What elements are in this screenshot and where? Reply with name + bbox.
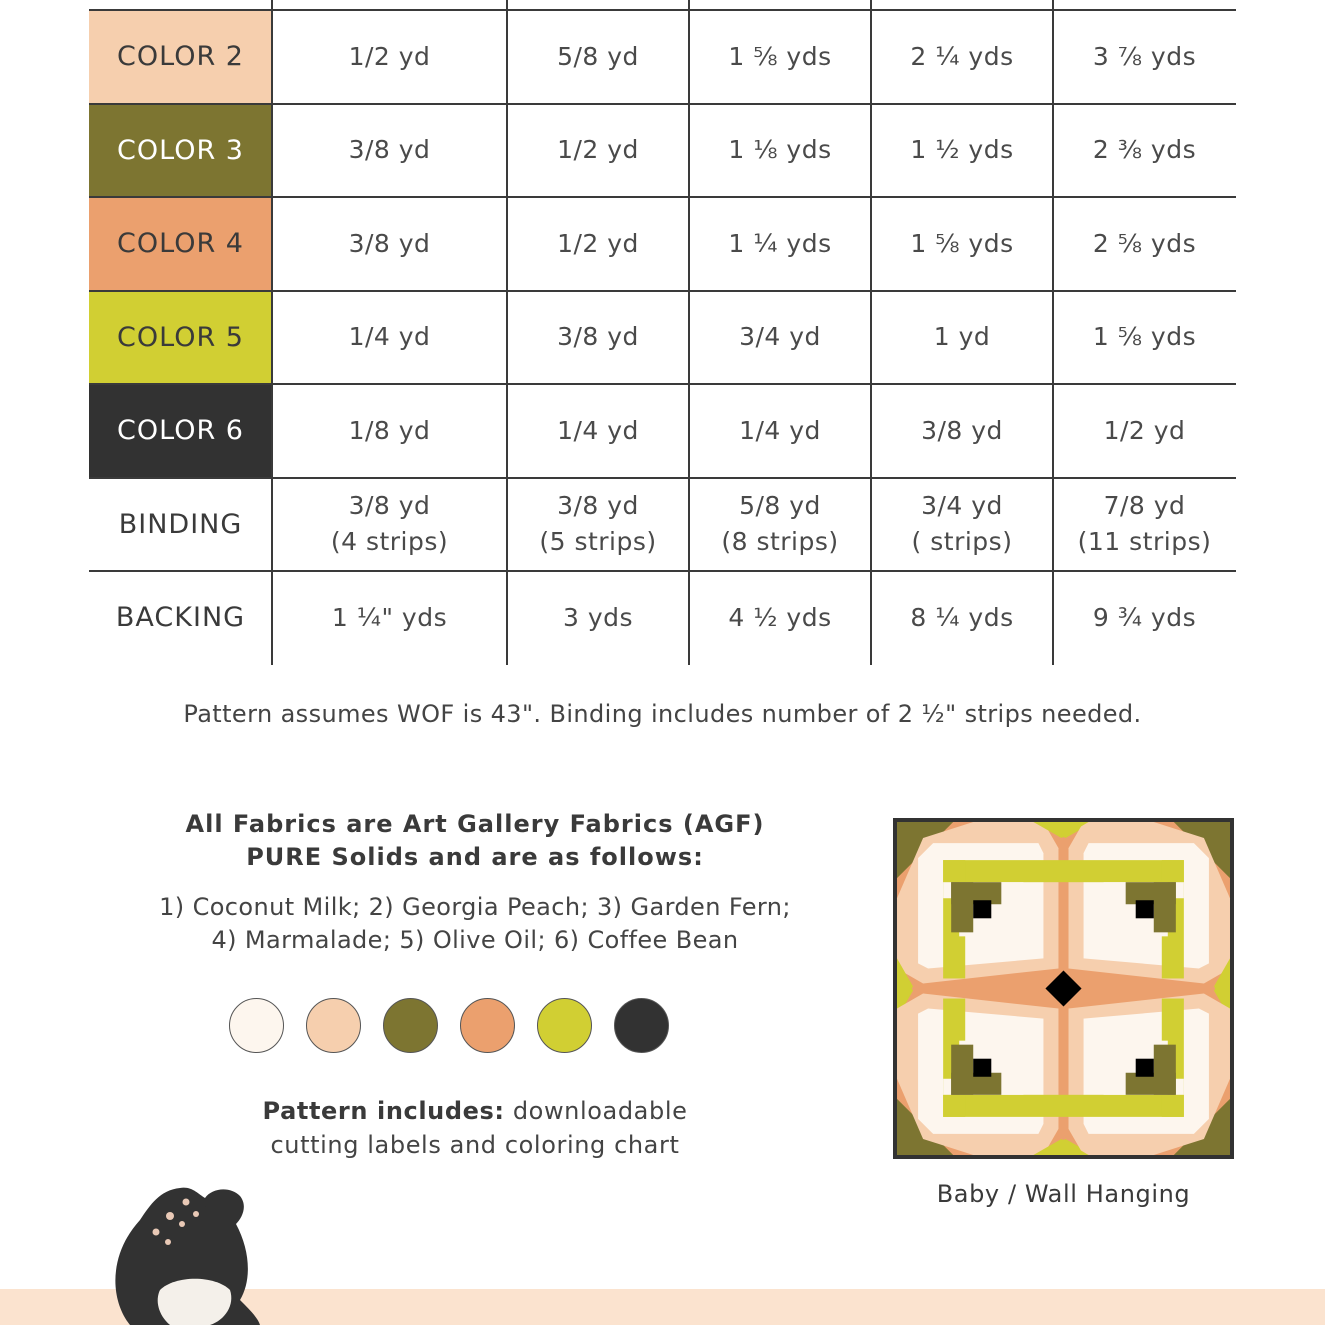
row-label: COLOR 3: [89, 104, 272, 198]
table-cell: [871, 10, 1053, 104]
cell-line: 1 ⅛ yds: [728, 135, 832, 165]
cell-line: 5/8 yd: [557, 41, 639, 71]
row-label: COLOR 2: [89, 10, 272, 104]
table-cell: [507, 197, 689, 291]
cell-line: 4 ½ yds: [728, 602, 832, 632]
table-cell: [507, 10, 689, 104]
cell-line: 2 ¼ yds: [910, 41, 1014, 71]
color-swatch: [537, 998, 592, 1053]
table-cell: [272, 291, 507, 385]
color-swatches: [229, 998, 669, 1053]
fabric-heading-line-1: All Fabrics are Art Gallery Fabrics (AGF): [185, 810, 765, 838]
cell-line: 1 ⅝ yds: [1092, 322, 1197, 352]
cell-line: 1/2 yd: [348, 41, 431, 71]
cell-line: 2 ⅜ yds: [1092, 135, 1197, 165]
cell-line: 7/8 yd: [1103, 491, 1186, 520]
cell-line: ( strips): [911, 527, 1013, 557]
cell-line: (8 strips): [721, 527, 839, 557]
includes-bold: Pattern includes:: [262, 1097, 505, 1125]
table-cell: [689, 104, 871, 198]
table-cell: [689, 10, 871, 104]
table-cell: [689, 478, 871, 572]
fabric-list-line-1: 1) Coconut Milk; 2) Georgia Peach; 3) Garden Fern;: [159, 893, 791, 921]
table-column-rule: [688, 0, 690, 665]
includes-line-2: cutting labels and coloring chart: [270, 1131, 680, 1159]
includes-line-1: [130, 1094, 820, 1128]
cell-line: 1/4 yd: [739, 415, 821, 445]
color-swatch: [614, 998, 669, 1053]
fabric-heading-line-2: PURE Solids and are as follows:: [246, 843, 704, 871]
cell-line: 1 ½ yds: [910, 135, 1014, 165]
table-cell: [1053, 197, 1236, 291]
cell-line: 3/8 yd: [348, 135, 431, 165]
fabric-list: [130, 891, 820, 957]
cell-line: 3/4 yd: [739, 322, 821, 352]
cell-line: 1/2 yd: [1103, 415, 1186, 445]
cell-line: 1/2 yd: [557, 135, 639, 165]
table-cell: [507, 291, 689, 385]
cell-line: 3 yds: [562, 602, 634, 632]
table-cell: [1053, 571, 1236, 665]
table-cell: [507, 478, 689, 572]
cell-line: 9 ¾ yds: [1092, 602, 1197, 632]
cell-line: 1 yd: [933, 322, 991, 352]
color-swatch: [383, 998, 438, 1053]
cell-line: 3/8 yd: [557, 322, 639, 352]
table-cell: [689, 197, 871, 291]
table-column-rule: [1052, 0, 1054, 665]
table-rule: [89, 570, 1236, 572]
cell-line: (11 strips): [1077, 527, 1212, 557]
table-rule: [89, 196, 1236, 198]
cell-line: 3/4 yd: [921, 491, 1003, 520]
table-cell: [1053, 478, 1236, 572]
table-cell: [1053, 104, 1236, 198]
table-cell: [507, 571, 689, 665]
cell-line: (4 strips): [330, 527, 449, 557]
cell-line: 3/8 yd: [557, 491, 639, 520]
cell-line: (5 strips): [539, 527, 657, 557]
table-rule: [89, 103, 1236, 105]
table-cell: [272, 571, 507, 665]
table-cell: [1053, 384, 1236, 478]
table-rule: [89, 477, 1236, 479]
table-cell: [871, 571, 1053, 665]
table-cell: [689, 384, 871, 478]
cell-line: 3/8 yd: [921, 415, 1003, 445]
cell-line: 1 ¼" yds: [331, 602, 448, 632]
cell-line: 1 ⅝ yds: [728, 41, 832, 71]
table-rule: [89, 9, 1236, 11]
table-column-rule: [870, 0, 872, 665]
row-label: COLOR 4: [89, 197, 272, 291]
cell-line: 1/4 yd: [348, 322, 431, 352]
cell-line: 1/4 yd: [557, 415, 639, 445]
row-label: COLOR 5: [89, 291, 272, 385]
cell-line: 3 ⅞ yds: [1092, 41, 1197, 71]
table-cell: [507, 104, 689, 198]
table-cell: [689, 571, 871, 665]
quilt-caption: Baby / Wall Hanging: [936, 1180, 1191, 1208]
table-column-rule: [271, 0, 273, 665]
table-rule: [89, 290, 1236, 292]
cell-line: 3/8 yd: [348, 228, 431, 258]
color-swatch: [229, 998, 284, 1053]
table-cell: [272, 104, 507, 198]
table-column-rule: [506, 0, 508, 665]
row-label: BACKING: [89, 571, 272, 665]
table-cell: [871, 104, 1053, 198]
table-cell: [272, 478, 507, 572]
quilt-image: [893, 818, 1234, 1159]
frog-illustration: [100, 1180, 270, 1325]
cell-line: 1 ¼ yds: [728, 228, 832, 258]
table-cell: [871, 384, 1053, 478]
color-swatch: [306, 998, 361, 1053]
table-rule: [89, 383, 1236, 385]
row-label: COLOR 6: [89, 384, 272, 478]
row-label: BINDING: [89, 478, 272, 572]
table-cell: [1053, 291, 1236, 385]
table-cell: [1053, 10, 1236, 104]
cell-line: 3/8 yd: [348, 491, 431, 520]
cell-line: 2 ⅝ yds: [1092, 228, 1197, 258]
wof-note: Pattern assumes WOF is 43". Binding includes number of 2 ½" strips needed.: [183, 700, 1142, 728]
cell-line: 1/8 yd: [348, 415, 431, 445]
pattern-includes: [130, 1094, 820, 1162]
includes-rest: downloadable: [504, 1097, 688, 1125]
table-cell: [272, 384, 507, 478]
table-cell: [871, 291, 1053, 385]
table-cell: [689, 291, 871, 385]
table-cell: [272, 197, 507, 291]
fabric-info-heading: [130, 808, 820, 874]
cell-line: 8 ¼ yds: [910, 602, 1014, 632]
table-cell: [871, 197, 1053, 291]
cell-line: 1 ⅝ yds: [910, 228, 1014, 258]
table-cell: [272, 10, 507, 104]
table-cell: [871, 478, 1053, 572]
color-swatch: [460, 998, 515, 1053]
cell-line: 1/2 yd: [557, 228, 639, 258]
table-cell: [507, 384, 689, 478]
cell-line: 5/8 yd: [739, 491, 821, 520]
fabric-list-line-2: 4) Marmalade; 5) Olive Oil; 6) Coffee Bean: [211, 926, 739, 954]
